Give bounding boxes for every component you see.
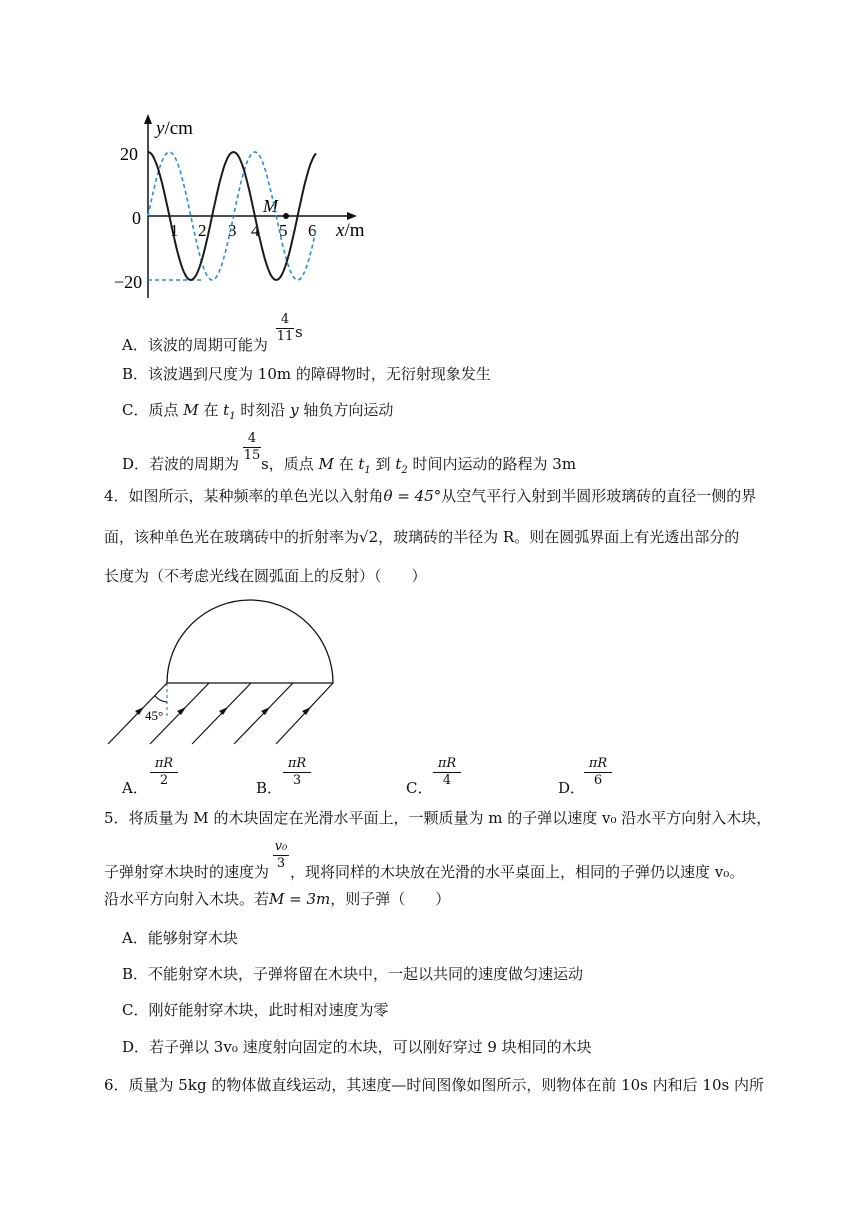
x-tick-5: 5	[279, 221, 288, 240]
x-axis	[148, 212, 357, 220]
q4-theta: θ = 45°	[383, 487, 442, 505]
q3-option-a-unit: s	[295, 323, 303, 341]
ray-arrow-5	[302, 707, 311, 715]
ray-arrow-4	[261, 707, 270, 715]
q6-line-1: 6．质量为 5kg 的物体做直线运动，其速度—时间图像如图所示，则物体在前 10s 内和后 10s 内所	[104, 1076, 764, 1094]
ray-arrow-1	[135, 707, 144, 715]
y-tick-20: 20	[120, 144, 138, 164]
q5-fraction: v₀ 3	[274, 839, 288, 871]
q3-option-a-den: 11	[276, 329, 294, 344]
ray-arrow-2	[177, 707, 186, 715]
q3-option-a-letter: A．	[122, 336, 148, 354]
q5-line-3: 沿水平方向射入木块。若M = 3m，则子弹（ ）	[104, 890, 451, 908]
q3-option-a	[122, 335, 268, 355]
y-axis-label: y/cm	[156, 118, 193, 139]
q4-line-1: 4．如图所示，某种频率的单色光以入射角θ = 45°从空气平行入射到半圆形玻璃砖的直径一侧的界	[104, 487, 757, 505]
q4-sqrt: √2	[359, 528, 379, 546]
q3-option-a-fraction	[276, 313, 294, 344]
wave-figure	[100, 108, 390, 308]
x-axis-label: x/m	[336, 220, 365, 241]
q3-option-d-fraction: 4 15	[243, 431, 261, 463]
q4-line-2: 面，该种单色光在玻璃砖中的折射率为√2，玻璃砖的半径为 R。则在圆弧界面上有光透出部分的	[104, 528, 740, 546]
x-tick-4: 4	[251, 221, 260, 240]
angle-label: 45°	[145, 708, 164, 723]
y-tick-minus-20: −20	[114, 272, 143, 292]
q5-option-c: C．刚好能射穿木块，此时相对速度为零	[122, 1001, 389, 1019]
q5-condition: M = 3m	[269, 890, 331, 908]
semicircle-glass	[167, 600, 333, 683]
q4-line-3: 长度为（不考虑光线在圆弧面上的反射）（ ）	[104, 567, 427, 585]
q5-option-b: B．不能射穿木块，子弹将留在木块中，一起以共同的速度做匀速运动	[122, 965, 584, 983]
y-tick-0: 0	[132, 208, 141, 228]
x-tick-1: 1	[170, 221, 179, 240]
x-tick-2: 2	[198, 221, 207, 240]
q3-option-d-pre: D．若波的周期为	[122, 455, 240, 473]
q5-line-2-pre: 子弹射穿木块时的速度为	[104, 863, 270, 881]
q5-option-d: D．若子弹以 3v₀ 速度射向固定的木块，可以刚好穿过 9 块相同的木块	[122, 1038, 592, 1056]
q3-option-a-text: 该波的周期可能为	[147, 336, 268, 354]
q5-line-1: 5．将质量为 M 的木块固定在光滑水平面上，一颗质量为 m 的子弹以速度 v₀ 沿水平方向射入木块，	[104, 809, 772, 827]
point-m-label: M	[263, 196, 278, 216]
semicircle-figure	[100, 594, 350, 749]
point-m	[283, 213, 289, 219]
x-tick-6: 6	[308, 221, 317, 240]
angle-arc	[155, 696, 167, 702]
q5-option-a: A．能够射穿木块	[122, 929, 238, 947]
q5-line-2-post: ，现将同样的木块放在光滑的水平桌面上，相同的子弹仍以速度 v₀。	[290, 863, 745, 881]
q3-option-c: C．质点 M 在 $t_1$ 时刻沿 y 轴负方向运动	[122, 401, 394, 422]
ray-arrow-3	[219, 707, 228, 715]
q3-option-a-num: 4	[280, 312, 290, 327]
light-rays	[108, 683, 333, 744]
q3-option-b: B．该波遇到尺度为 10m 的障碍物时，无衍射现象发生	[122, 365, 491, 383]
x-tick-3: 3	[228, 221, 237, 240]
q3-option-d-rest: s，质点 M 在 $t_1$ 到 $t_2$ 时间内运动的路程为 3m	[261, 455, 577, 476]
